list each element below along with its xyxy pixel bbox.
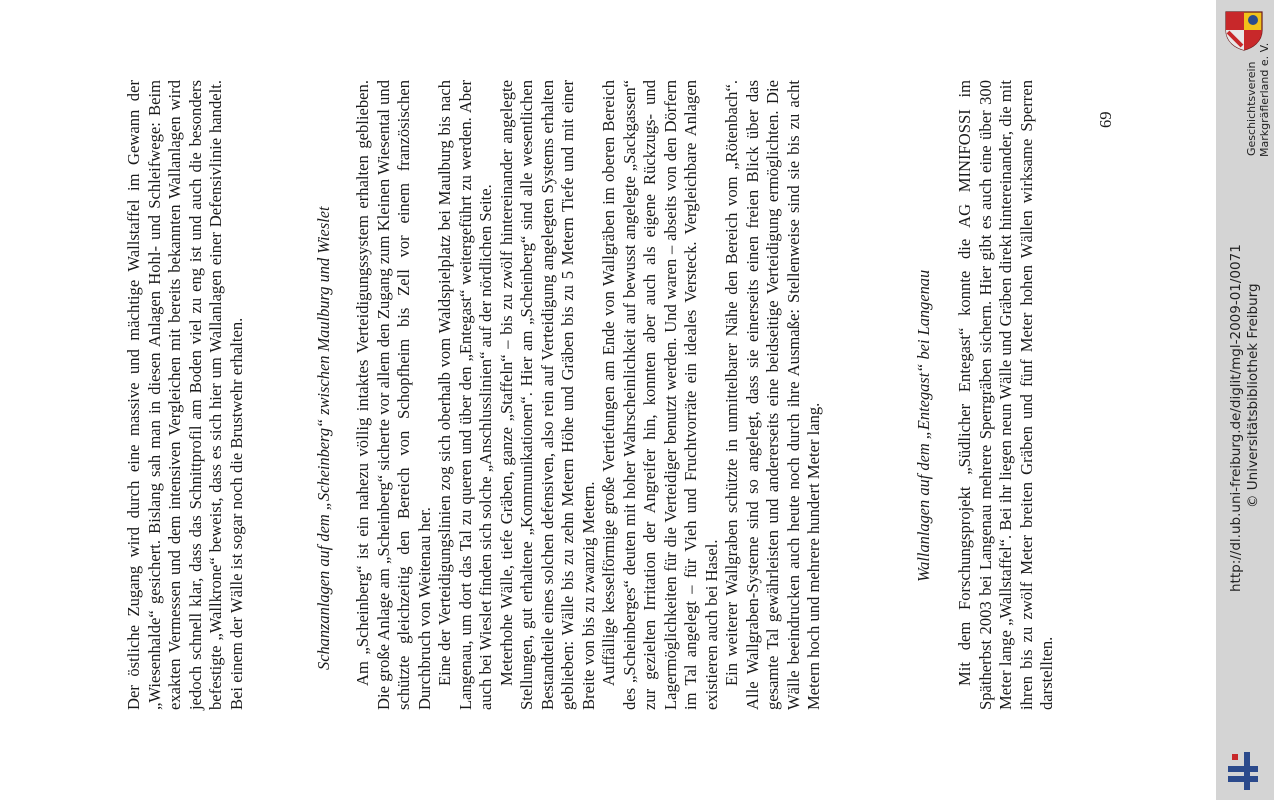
paragraph-text: Auffällige kesselförmige große Vertiefungen am Ende von Wallgräben im oberen Bereich des „Scheinberges“ deuten mit hoher Wahrscheinlichkeit auf bewusst angelegte „Sackgassen“ zur gezielten Irritation der Angreifer hin, konnten aber auch als eigene Rückzugs- und Lagermöglichkeiten für die Verteidiger benutzt werden. Und waren – abseits von den Dörfern im Tal angelegt – für Vieh und Fruchtvorräte ein ideales Versteck. Vergleichbare Anlagen existieren auch bei Hasel. (599, 80, 721, 710)
society-name-line2: Markgräflerland e. V. (1258, 42, 1271, 157)
paragraph-text: Ein weiterer Wallgraben schützte in unmittelbarer Nähe den Bereich vom „Rötenbach“. Alle Wallgraben-Systeme sind so angelegt, dass sie einerseits einen freien Blick über das gesamte Tal gewährleisten und andererseits eine beidseitige Verteidigung ermöglichten. Die Wälle beeindrucken auch heute noch durch ihre Ausmaße: Stellenweise sind sie bis zu acht Metern hoch und mehrere hundert Meter lang. (722, 80, 823, 710)
paragraph-text: Am „Scheinberg“ ist ein nahezu völlig intaktes Verteidigungssystem erhalten geblieben. Die große Anlage am „Scheinberg“ sicherte vor allem den Zugang zum Kleinen Wiesental und schützte gleichzeitig den Bereich von Schopfheim bis Zell vor einem französischen Durchbruch von Weitenau her. (353, 80, 434, 710)
paragraph-text: Mit dem Forschungsprojekt „Südlicher Entegast“ konnte die AG MINIFOSSI im Spätherbst 2003 bei Langenau mehrere Sperrgräben sichern. Hier gibt es auch eine über 300 Meter lange „Wallstaffel“. Bei ihr liegen neun Wälle und Gräben direkt hintereinander, die mit ihren bis zu zwölf Meter breiten Gräben und fünf Meter hohen Wällen wirksame Sperren darstellten. (955, 80, 1056, 710)
paragraph-text: Meterhohe Wälle, tiefe Gräben, ganze „Staffeln“ – bis zu zwölf hintereinander angelegte Stellungen, gut erhaltene „Kommunikationen“. Hier am „Scheinberg“ sind alle wesentlichen Bestandteile eines solchen defensiven, also rein auf Verteidigung angelegten Systems erhalten geblieben: Wälle bis zu zehn Metern Höhe und Gräben bis zu 5 Metern Tiefe und mit einer Breite von bis zu zwanzig Metern. (496, 80, 598, 710)
document-url-link[interactable]: http://dl.ub.uni-freiburg.de/diglit/mgl-2009-01/0071 (1228, 244, 1244, 592)
sidebar (1216, 0, 1274, 800)
paragraph-scheinberg-block (353, 80, 825, 710)
paragraph-text: Der östliche Zugang wird durch eine massive und mächtige Wallstaffel im Gewann der „Wiesenhalde“ gesichert. Bislang sah man in diesen Anlagen Hohl- und Schleifwege: Beim exakten Vermessen und dem intensiven Vergleichen mit bereits bekannten Wallanlagen wird jedoch schnell klar, dass das Schnittprofil am Boden viel zu eng ist und auch die besonders befestigte „Wallkrone“ beweist, dass es sich hier um Wallanlagen einer Defensivlinie handelt. Bei einem der Wälle ist sogar noch die Brustwehr erhalten. (124, 80, 246, 710)
section-heading-entegast: Wallanlagen auf dem „Entegast“ bei Langenau (914, 269, 933, 582)
section-heading-scheinberg: Schanzanlagen auf dem „Scheinberg“ zwischen Maulburg und Wieslet (314, 206, 333, 670)
copyright-notice: © Universitätsbibliothek Freiburg (1245, 283, 1261, 508)
ub-freiburg-logo-icon (1224, 748, 1262, 792)
page-number: 69 (1096, 111, 1115, 128)
paragraph-text: Eine der Verteidigungslinien zog sich oberhalb vom Waldspielplatz bei Maulburg bis nach Langenau, um dort das Tal zu queren und über den „Entegast“ weitergeführt zu werden. Aber auch bei Wieslet finden sich solche „Anschlusslinien“ auf der nördlichen Seite. (435, 80, 495, 710)
society-name-line1: Geschichtsverein (1245, 61, 1258, 156)
paragraph-wiesenhalde (124, 80, 247, 710)
paragraph-entegast (955, 80, 1058, 710)
